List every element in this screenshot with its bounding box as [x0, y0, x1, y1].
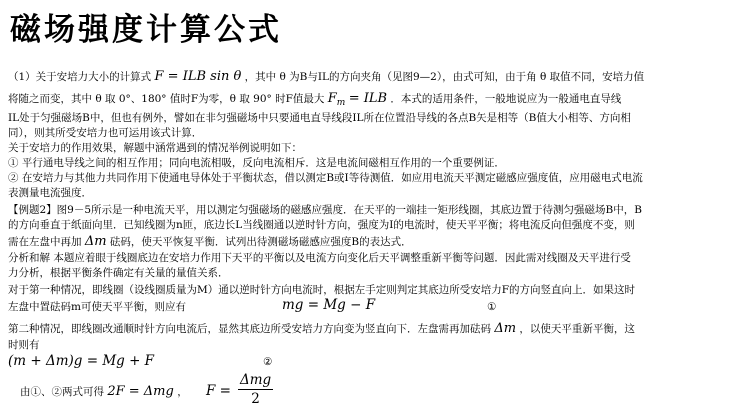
paragraph-line-19: [20, 385, 188, 399]
text: 将随之而变，其中 θ 取 0°、180° 值时F为零，θ 取 90° 时F值最大: [8, 93, 325, 105]
fraction-denominator: 2: [251, 391, 260, 407]
paragraph-line-12: 分析和解 本题应着眼于线圈底边在安培力作用下天平的平衡以及电流方向变化后天平调整重新平衡等问题．因此需对线圈及天平进行受: [8, 252, 631, 264]
equation-1: mg = Mg − F: [282, 297, 376, 313]
paragraph-line-2: [8, 92, 621, 110]
equation-2: (m + Δm)g = Mg + F: [8, 353, 155, 369]
formula-fm-subscript: m: [336, 98, 346, 109]
paragraph-line-9: 【例题2】图9－5所示是一种电流天平，用以测定匀强磁场的磁感应强度．在天平的一端挂一矩形线圈，其底边置于待测匀强磁场B中，B: [8, 204, 642, 216]
paragraph-line-8: 表测量电流强度．: [8, 187, 92, 199]
paragraph-line-5: 关于安培力的作用效果，解题中涵常遇到的情况举例说明如下：: [8, 142, 302, 154]
paragraph-line-6: ① 平行通电导线之间的相互作用；同向电流相吸，反向电流相斥．这是电流间磁相互作用的一个重要例证．: [8, 157, 505, 169]
text: 需在左盘中再加: [8, 236, 82, 248]
text: （1）关于安培力大小的计算式: [8, 71, 152, 83]
paragraph-line-4: 同），则其所受安培力也可运用该式计算．: [8, 127, 203, 139]
paragraph-line-1: [8, 70, 644, 84]
text: 第二种情况，即线圈改通顺时针方向电流后，显然其底边所受安培力方向变为竖直向下．左盘需再加砝码: [8, 323, 491, 335]
page-title: 磁场强度计算公式: [10, 12, 282, 48]
paragraph-line-3: IL处于匀强磁场B中，但也有例外，譬如在非匀强磁场中只要通电直导线段IL所在位置沿导线的各点B矢是相等（B值大小相等、方向相: [8, 112, 631, 124]
text: ．本式的适用条件，一般地说应为一般通电直导线: [390, 93, 622, 105]
formula-delta-m-2: Δm: [494, 321, 517, 336]
text: ，其中 θ 为B与IL的方向夹角（见图9—2），由式可知，由于角 θ 取值不同，安培力值: [244, 71, 645, 83]
formula-fm-symbol: F: [327, 91, 337, 106]
paragraph-line-17: 时则有: [8, 339, 40, 351]
text: 由①、②两式可得: [20, 386, 104, 398]
formula-fm-rhs: = ILB: [348, 91, 388, 106]
paragraph-line-11: [8, 235, 412, 249]
paragraph-line-16: [8, 322, 635, 336]
equation-1-marker: ①: [487, 301, 497, 313]
formula-fraction: [238, 372, 273, 407]
paragraph-line-10: 的方向垂直于纸面向里．已知线圈为n匝，底边长L当线圈通以逆时针方向，强度为I的电流时，使天平平衡；将电流反向但强度不变，则: [8, 219, 635, 231]
fraction-numerator: Δmg: [240, 372, 272, 388]
text: ，以使天平重新平衡，这: [519, 323, 635, 335]
paragraph-line-7: ② 在安培力与其他力共同作用下使通电导体处于平衡状态，借以测定B或I等待测值．如应用电流天平测定磁感应强度值，应用磁电式电流: [8, 172, 643, 184]
text: ，: [177, 386, 188, 398]
formula-ampere-force: F = ILB sin θ: [154, 69, 242, 84]
paragraph-line-14: 对于第一种情况，即线圈（设线圈质量为M）通以逆时针方向电流时，根据左手定则判定其底边所受安培力F的方向竖直向上．如果这时: [8, 284, 636, 296]
formula-delta-m: Δm: [84, 234, 107, 249]
equation-2-marker: ②: [263, 356, 273, 368]
text: 左盘中置砝码m可使天平平衡，则应有: [8, 301, 186, 313]
fraction-bar: [238, 389, 273, 390]
text: 砝码，使天平恢复平衡．试列出待测磁场磁感应强度B的表达式．: [109, 236, 412, 248]
paragraph-line-13: 力分析，根据平衡条件确定有关量的量值关系．: [8, 267, 229, 279]
formula-f-lhs: F =: [206, 383, 231, 399]
paragraph-line-15: [8, 300, 186, 314]
formula-2f: 2F = Δmg: [107, 384, 174, 399]
